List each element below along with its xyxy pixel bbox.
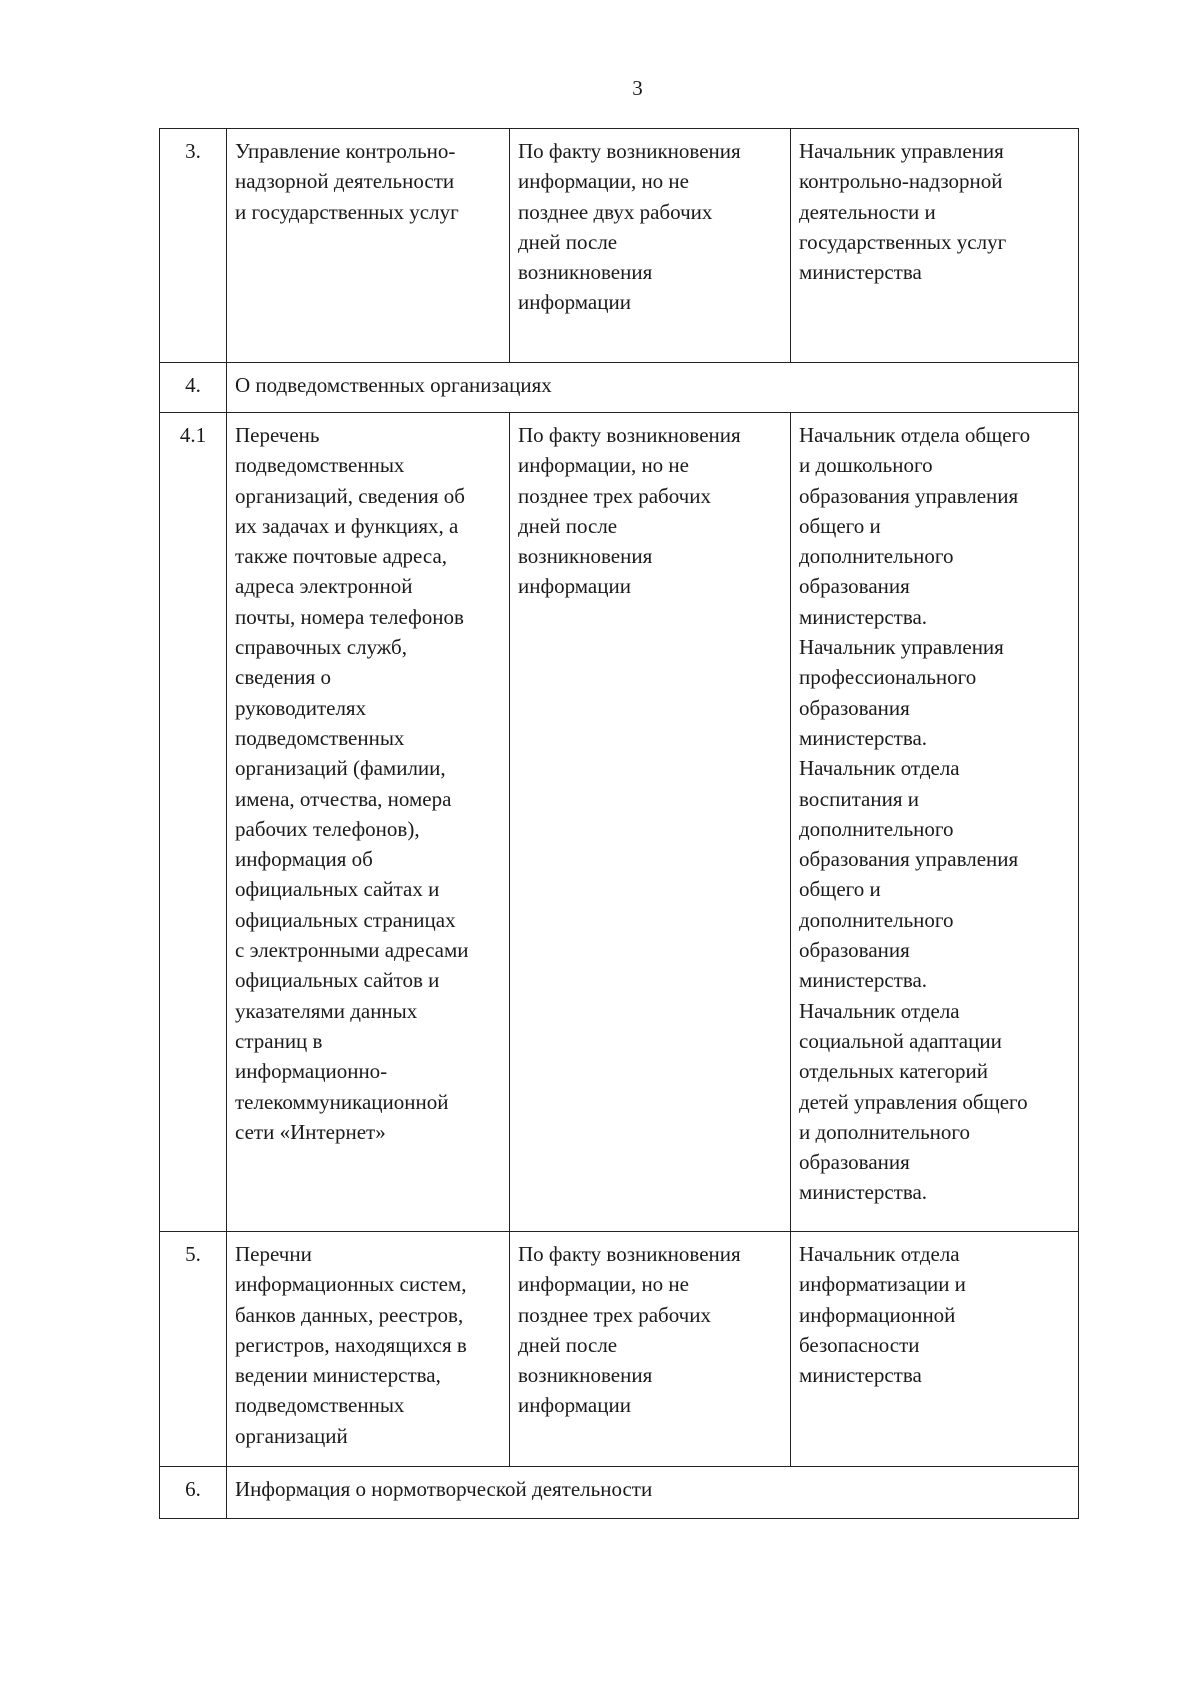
row-number: 5. (160, 1232, 227, 1467)
table-row (160, 413, 1079, 1232)
deadline-cell: По факту возникновения информации, но не позднее трех рабочих дней после возникновения информации (510, 413, 791, 1232)
responsible-cell: Начальник управления контрольно-надзорной деятельности и государственных услуг министерства (791, 129, 1079, 363)
info-name-cell: Управление контрольно- надзорной деятельности и государственных услуг (227, 129, 510, 363)
info-name-cell: Перечни информационных систем, банков данных, реестров, регистров, находящихся в ведении министерства, подведомственных организаций (227, 1232, 510, 1467)
deadline-cell: По факту возникновения информации, но не позднее двух рабочих дней после возникновения информации (510, 129, 791, 363)
row-number: 4. (160, 363, 227, 413)
info-name-cell: Перечень подведомственных организаций, сведения об их задачах и функциях, а также почтовые адреса, адреса электронной почты, номера телефонов справочных служб, сведения о руководителях подведомственных организаций (фамилии, имена, отчества, номера рабочих телефонов), информация об официальных сайтах и официальных страницах с электронными адресами официальных сайтов и указателями данных страниц в информационно- телекоммуникационной сети «Интернет» (227, 413, 510, 1232)
responsible-cell: Начальник отдела общего и дошкольного образования управления общего и дополнительного образования министерства. Начальник управления профессионального образования министерства. Начальник отдела воспитания и дополнительного образования управления общего и дополнительного образования министерства. Начальник отдела социальной адаптации отдельных категорий детей управления общего и дополнительного образования министерства. (791, 413, 1079, 1232)
row-number: 4.1 (160, 413, 227, 1232)
section-title: О подведомственных организациях (227, 363, 1079, 413)
document-table (159, 128, 1079, 1519)
section-title: Информация о нормотворческой деятельности (227, 1467, 1079, 1519)
section-row (160, 1467, 1079, 1519)
responsible-cell: Начальник отдела информатизации и информационной безопасности министерства (791, 1232, 1079, 1467)
row-number: 6. (160, 1467, 227, 1519)
page-number: 3 (632, 76, 643, 100)
deadline-cell: По факту возникновения информации, но не позднее трех рабочих дней после возникновения информации (510, 1232, 791, 1467)
section-row (160, 363, 1079, 413)
table-row (160, 129, 1079, 363)
row-number: 3. (160, 129, 227, 363)
table-row (160, 1232, 1079, 1467)
